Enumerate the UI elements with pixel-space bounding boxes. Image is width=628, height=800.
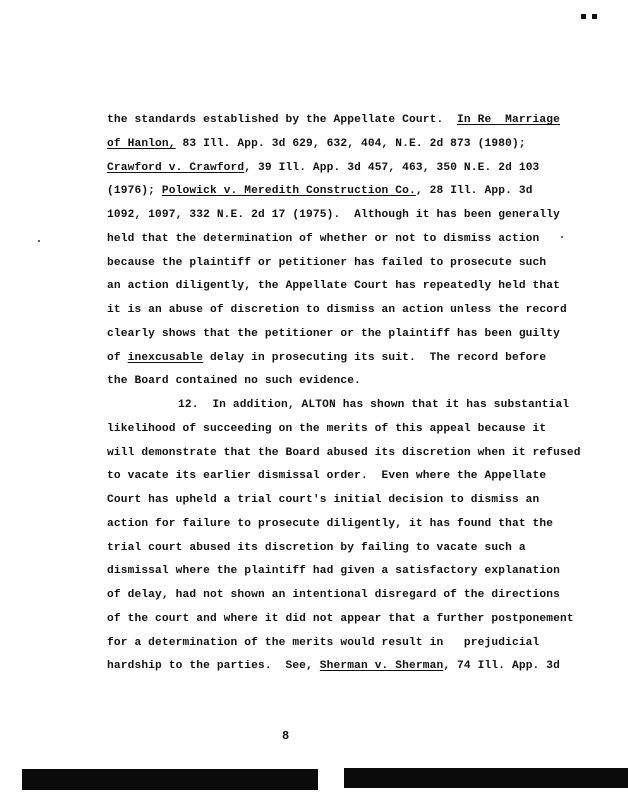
text-segment: of the court and where it did not appear that a further postponement [107,612,574,625]
text-line [107,636,607,650]
scan-mark [581,14,586,19]
text-segment: trial court abused its discretion by failing to vacate such a [107,541,526,554]
text-line [107,564,607,578]
text-line [107,161,607,175]
case-citation: Crawford v. Crawford [107,161,245,174]
case-citation: inexcusable [127,351,204,364]
page-number: 8 [282,729,290,743]
case-citation: of Hanlon, [107,137,176,150]
text-line [107,256,607,270]
text-line [107,446,607,460]
text-segment: held that the determination of whether or not to dismiss action [107,232,540,245]
scan-speck [561,236,563,238]
scan-edge-bar [344,768,628,788]
text-segment: 83 Ill. App. 3d 629, 632, 404, N.E. 2d 873 (1980); [175,137,526,150]
case-citation: Sherman v. Sherman [319,660,444,673]
case-citation: In Re Marriage [457,114,561,126]
text-segment: an action diligently, the Appellate Court has repeatedly held that [107,280,560,293]
text-segment: Court has upheld a trial court's initial decision to dismiss an [107,494,540,506]
text-segment: hardship to the parties. See, [107,660,320,673]
text-segment: to vacate its earlier dismissal order. Even where the Appellate [107,470,547,483]
text-segment: it is an abuse of discretion to dismiss an action unless the record [107,304,567,316]
text-line [107,113,607,127]
text-line [107,279,607,293]
scan-edge-bar [22,769,318,790]
text-segment: 1092, 1097, 332 N.E. 2d 17 (1975). Although it has been generally [107,209,560,221]
text-segment: (1976); [107,185,162,198]
text-segment: , 28 Ill. App. 3d [415,185,533,198]
text-line [107,469,607,483]
text-line [107,327,607,341]
text-line [107,659,607,673]
text-line [107,541,607,555]
text-segment: because the plaintiff or petitioner has failed to prosecute such [107,256,547,269]
text-line [107,374,607,388]
scan-speck [38,240,40,242]
text-line [178,398,628,412]
text-segment: the Board contained no such evidence. [107,375,361,388]
text-line [107,493,607,507]
case-citation: Polowick v. Meredith Construction Co. [161,185,416,198]
text-segment: for a determination of the merits would result in prejudicial [107,636,540,649]
text-segment: the standards established by the Appellate Court. [107,114,458,126]
text-line [107,184,607,198]
text-line [107,137,607,151]
text-line [107,612,607,626]
text-segment: clearly shows that the petitioner or the plaintiff has been guilty [107,327,560,340]
text-segment: will demonstrate that the Board abused its discretion when it refused [107,446,581,459]
text-segment: likelihood of succeeding on the merits of this appeal because it [107,422,547,435]
scan-mark [592,14,597,19]
text-segment: dismissal where the plaintiff had given a satisfactory explanation [107,565,560,578]
text-segment: , 74 Ill. App. 3d [443,660,561,673]
text-line [107,517,607,531]
text-segment: of [107,351,128,364]
text-line [107,232,607,246]
text-segment: of delay, had not shown an intentional disregard of the directions [107,589,560,601]
text-segment: action for failure to prosecute diligently, it has found that the [107,517,554,530]
text-segment: delay in prosecuting its suit. The record before [203,351,547,364]
text-line [107,422,607,436]
text-line [107,208,607,222]
text-line [107,303,607,317]
text-segment: 12. In addition, ALTON has shown that it has substantial [178,399,570,411]
text-line [107,588,607,602]
text-segment: , 39 Ill. App. 3d 457, 463, 350 N.E. 2d 103 [244,161,540,174]
text-line [107,351,607,365]
